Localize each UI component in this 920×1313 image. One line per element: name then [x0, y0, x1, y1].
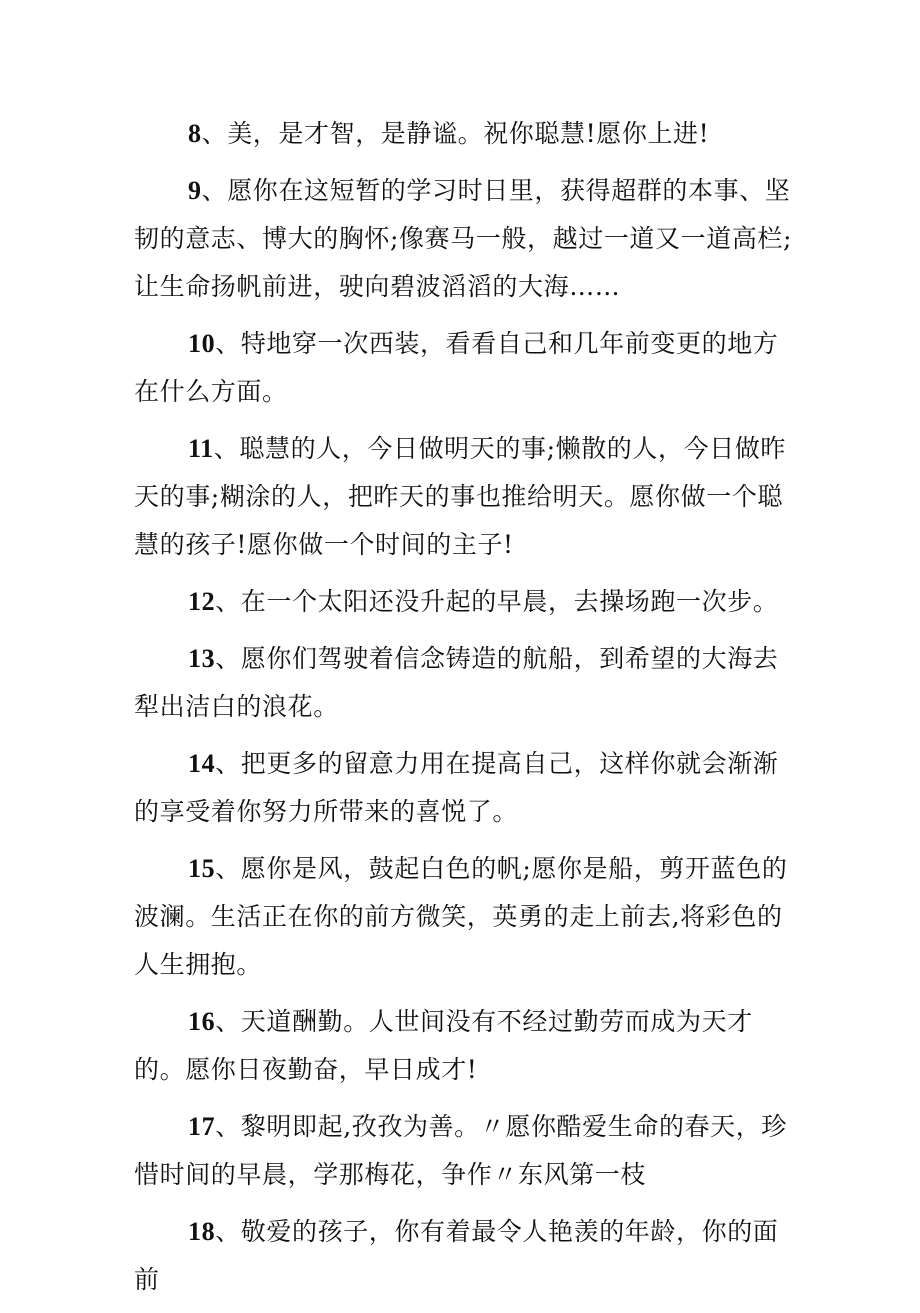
paragraph-number: 15: [188, 854, 216, 883]
paragraph-number: 14: [188, 749, 216, 778]
paragraph-text: 、敬爱的孩子，你有着最令人艳羡的年龄，你的面前: [134, 1217, 779, 1294]
paragraph-text: 、美，是才智，是静谧。祝你聪慧!愿你上进!: [201, 119, 710, 148]
paragraph-text: 、愿你在这短暂的学习时日里，获得超群的本事、坚韧的意志、博大的胸怀;像赛马一般，越过一道又一道高栏;让生命扬帆前进，驶向碧波滔滔的大海……: [134, 176, 793, 301]
paragraph-8: [134, 110, 794, 158]
paragraph-text: 、把更多的留意力用在提高自己，这样你就会渐渐的享受着你努力所带来的喜悦了。: [134, 749, 779, 826]
paragraph-number: 13: [188, 644, 216, 673]
paragraph-text: 、特地穿一次西装，看看自己和几年前变更的地方在什么方面。: [134, 329, 779, 406]
paragraph-15: [134, 845, 794, 989]
paragraph-16: [134, 998, 794, 1094]
paragraph-number: 17: [188, 1112, 216, 1141]
paragraph-text: 、天道酬勤。人世间没有不经过勤劳而成为天才的。愿你日夜勤奋，早日成才!: [134, 1007, 753, 1084]
paragraph-text: 、愿你是风，鼓起白色的帆;愿你是船，剪开蓝色的波澜。生活正在你的前方微笑，英勇的走上前去,将彩色的人生拥抱。: [134, 854, 788, 979]
paragraph-number: 16: [188, 1007, 216, 1036]
paragraph-number: 18: [188, 1217, 216, 1246]
paragraph-14: [134, 740, 794, 836]
document-body: [134, 110, 794, 1313]
paragraph-number: 12: [188, 587, 216, 616]
paragraph-number: 9: [188, 176, 202, 205]
paragraph-11: [134, 425, 794, 569]
paragraph-number: 8: [188, 119, 202, 148]
paragraph-12: [134, 578, 794, 626]
paragraph-18: [134, 1208, 794, 1304]
paragraph-text: 、聪慧的人，今日做明天的事;懒散的人，今日做昨天的事;糊涂的人，把昨天的事也推给明天。愿你做一个聪慧的孩子!愿你做一个时间的主子!: [134, 434, 786, 559]
paragraph-number: 10: [188, 329, 216, 358]
paragraph-text: 、黎明即起,孜孜为善。〃愿你酷爱生命的春天，珍惜时间的早晨，学那梅花，争作〃东风第一枝: [134, 1112, 787, 1189]
paragraph-text: 、在一个太阳还没升起的早晨，去操场跑一次步。: [215, 587, 779, 616]
paragraph-text: 、愿你们驾驶着信念铸造的航船，到希望的大海去犁出洁白的浪花。: [134, 644, 779, 721]
paragraph-9: [134, 167, 794, 311]
paragraph-number: 11: [188, 434, 214, 463]
paragraph-17: [134, 1103, 794, 1199]
paragraph-13: [134, 635, 794, 731]
paragraph-10: [134, 320, 794, 416]
